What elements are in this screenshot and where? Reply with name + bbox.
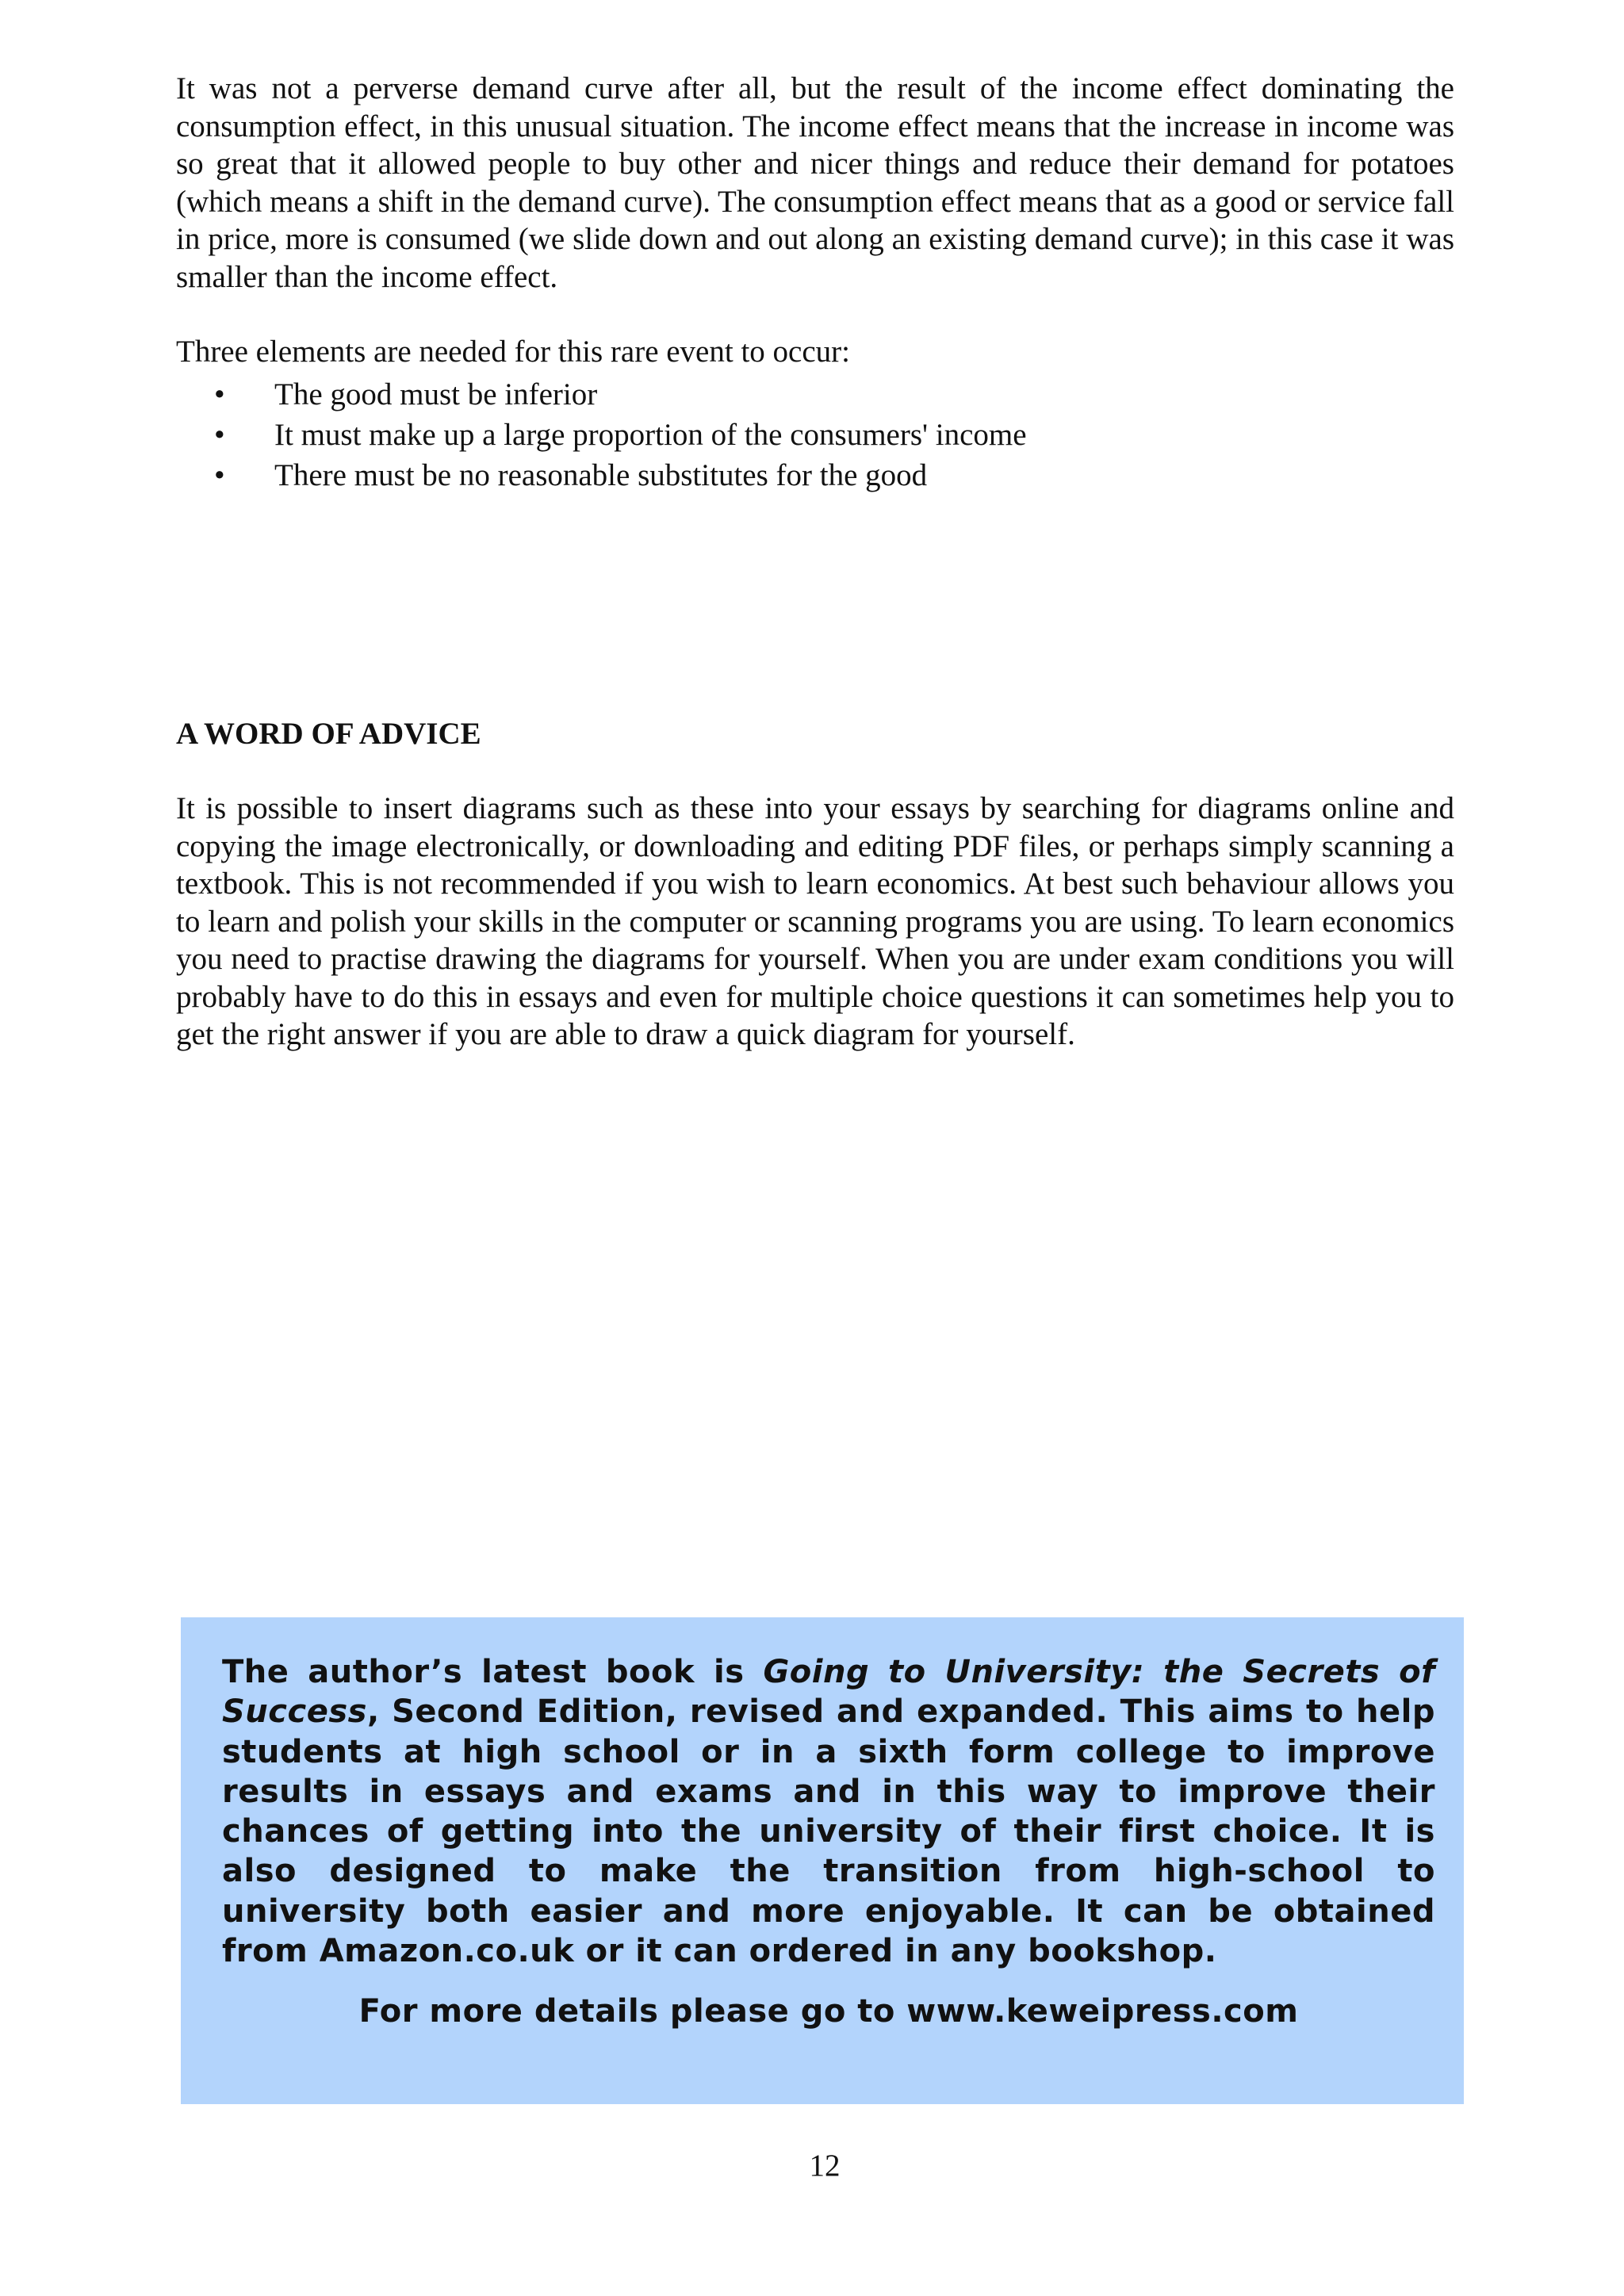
body-paragraph-advice: It is possible to insert diagrams such as these into your essays by searching for diagrams online and copying the image electronically, or downloading and editing PDF files, or perhaps simply scanning a textbook. This is not recommended if you wish to learn economics. At best such behaviour allows you to learn and polish your skills in the computer or scanning programs you are using. To learn economics you need to practise drawing the diagrams for yourself. When you are under exam conditions you will probably have to do this in essays and even for multiple choice questions it can sometimes help you to get the right answer if you are able to draw a quick diagram for yourself. — [176, 791, 1454, 1051]
bullet-icon: • — [214, 377, 225, 411]
list-item-text: It must make up a large proportion of the consumers' income — [274, 418, 1027, 452]
promo-book-title: Going to University: the Secrets of Success — [222, 1654, 1436, 1731]
list-item — [176, 374, 1445, 415]
list-item — [176, 415, 1445, 455]
bullet-icon: • — [214, 458, 225, 492]
list-item — [176, 455, 1445, 496]
body-paragraph-income-effect: It was not a perverse demand curve after all, but the result of the income effect dominating the consumption effect, in this unusual situation. The income effect means that the increase in income was so great that it allowed people to buy other and nicer things and reduce their demand for potatoes (which means a shift in the demand curve). The consumption effect means that as a good or service fall in price, more is consumed (we slide down and out along an existing demand curve); in this case it was smaller than the income effect. — [176, 71, 1454, 294]
section-heading: A WORD OF ADVICE — [176, 717, 481, 751]
promo-text-after-title: , Second Edition, revised and expanded. This aims to help students at high school or in a sixth form college to improve results in essays and exams and in this way to improve their chances of getting into the university of their first choice. It is also designed to make the transition from high-school to university both easier and more enjoyable. It can be obtained from Amazon.co.uk or it can ordered in any bookshop. — [222, 1693, 1435, 1970]
book-promo-box — [181, 1617, 1464, 2104]
list-intro: Three elements are needed for this rare event to occur: — [176, 335, 850, 369]
bullet-icon: • — [214, 418, 225, 452]
page-number: 12 — [809, 2149, 841, 2183]
list-item-text: The good must be inferior — [274, 377, 598, 411]
promo-text-before-title: The author’s latest book is — [222, 1654, 764, 1690]
promo-more-details: For more details please go to www.keweipress.com — [358, 1993, 1299, 2030]
promo-text — [222, 1652, 1435, 1971]
list-item-text: There must be no reasonable substitutes for the good — [274, 458, 928, 492]
conditions-list — [176, 374, 1445, 496]
